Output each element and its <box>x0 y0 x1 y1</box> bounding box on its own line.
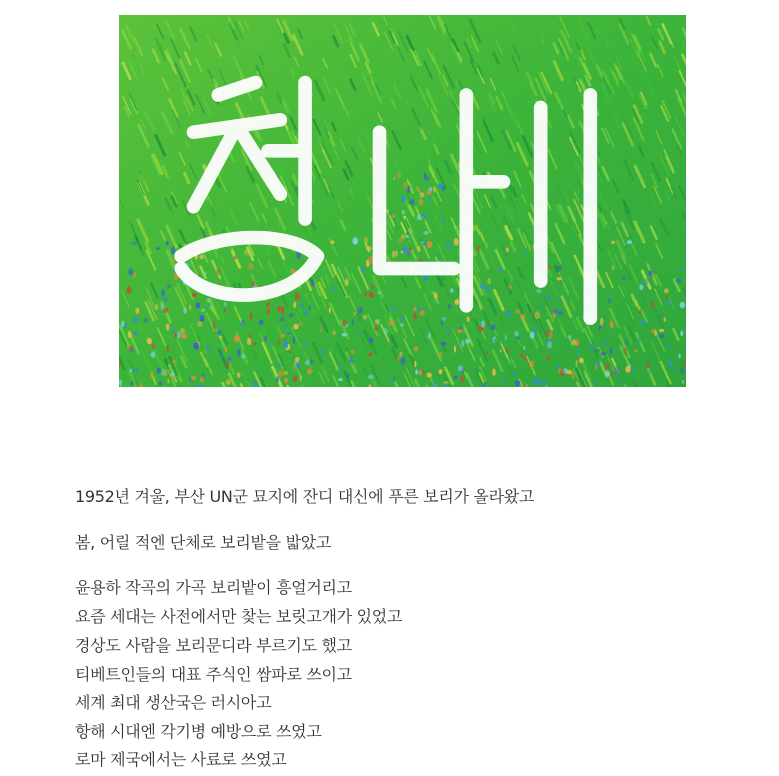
poem-line: 로마 제국에서는 사료로 쓰였고 <box>75 750 287 769</box>
barley-field-painting <box>119 15 686 387</box>
flower-mark <box>119 379 122 386</box>
poem-line: 봄, 어릴 적엔 단체로 보리밭을 밟았고 <box>75 533 332 552</box>
artist-signature <box>127 33 686 387</box>
poem-line: 윤용하 작곡의 가곡 보리밭이 흥얼거리고 <box>75 578 352 597</box>
poem-line: 요즘 세대는 사전에서만 찾는 보릿고개가 있었고 <box>75 607 403 626</box>
poem-line: 세계 최대 생산국은 러시아고 <box>75 693 272 712</box>
poem-line: 경상도 사람을 보리문디라 부르기도 했고 <box>75 636 352 655</box>
poem-line: 항해 시대엔 각기병 예방으로 쓰였고 <box>75 722 322 741</box>
poem-line: 1952년 겨울, 부산 UN군 묘지에 잔디 대신에 푸른 보리가 올라왔고 <box>75 487 535 506</box>
poem-line: 티베트인들의 대표 주식인 쌈파로 쓰이고 <box>75 665 352 684</box>
